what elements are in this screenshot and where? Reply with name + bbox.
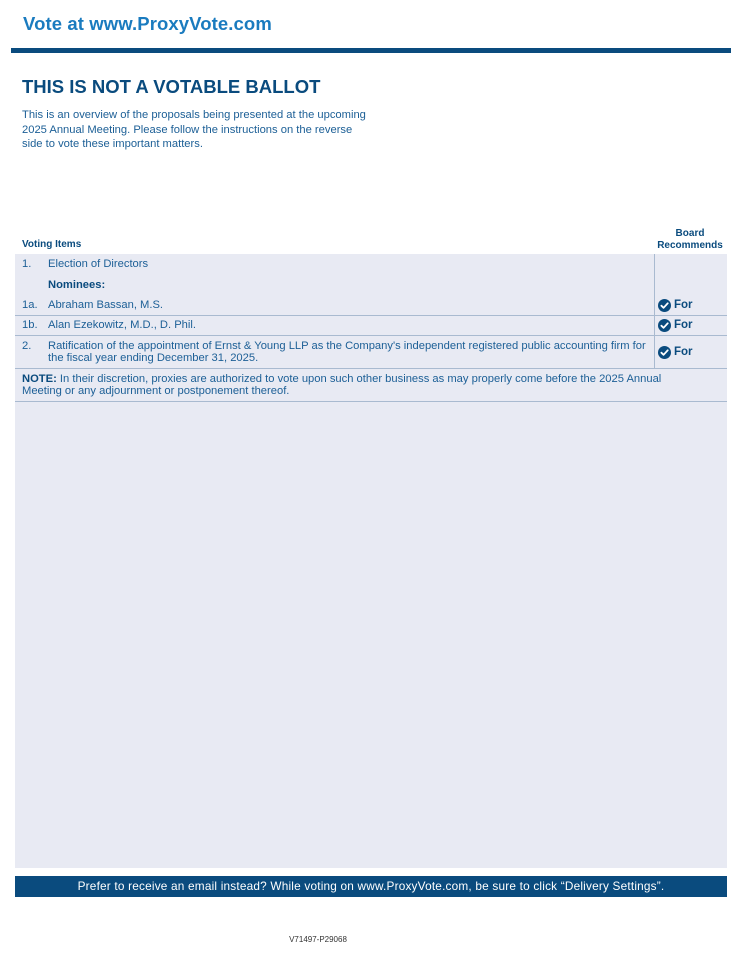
- recommendation-badge: [658, 345, 693, 359]
- nominees-label: Nominees:: [48, 279, 106, 291]
- row-divider: [15, 368, 727, 369]
- page-title: THIS IS NOT A VOTABLE BALLOT: [22, 76, 321, 97]
- column-divider: [654, 254, 655, 368]
- vote-url-heading: Vote at www.ProxyVote.com: [23, 13, 272, 34]
- item-number: 1.: [22, 258, 32, 270]
- recommendation-badge: [658, 318, 693, 332]
- board-label: Board: [675, 228, 705, 239]
- check-circle-icon: [658, 299, 671, 312]
- footer-banner: Prefer to receive an email instead? While voting on www.ProxyVote.com, be sure to click “Delivery Settings”.: [15, 876, 727, 897]
- header-rule: [11, 48, 731, 53]
- recommends-label: Recommends: [657, 239, 723, 251]
- recommendation-label: For: [674, 299, 693, 311]
- row-divider: [15, 401, 727, 402]
- column-header-voting-items: Voting Items: [22, 239, 82, 250]
- page-header: [0, 0, 742, 56]
- check-circle-icon: [658, 346, 671, 359]
- recommendation-badge: [658, 298, 693, 312]
- row-divider: [15, 335, 727, 336]
- nominee-name: Abraham Bassan, M.S.: [48, 299, 164, 311]
- nominee-name: Alan Ezekowitz, M.D., D. Phil.: [48, 319, 196, 331]
- recommendation-label: For: [674, 346, 693, 358]
- item-number: 2.: [22, 340, 32, 352]
- column-header-board-recommends: [654, 228, 726, 251]
- item-election-label: Election of Directors: [48, 258, 149, 270]
- nominee-number: 1a.: [22, 299, 38, 311]
- proposal-2-text: Ratification of the appointment of Ernst & Young LLP as the Company's independent registered public accounting firm for the fiscal year ending December 31, 2025.: [48, 340, 646, 364]
- note-label: NOTE:: [22, 373, 57, 385]
- intro-text: This is an overview of the proposals being presented at the upcoming 2025 Annual Meeting. Please follow the instructions on the reverse side to vote these important matters.: [22, 109, 366, 150]
- recommendation-label: For: [674, 319, 693, 331]
- nominee-number: 1b.: [22, 319, 38, 331]
- job-code: V71497-P29068: [289, 935, 347, 944]
- check-circle-icon: [658, 319, 671, 332]
- row-divider: [15, 315, 727, 316]
- note-text: [22, 374, 662, 397]
- note-body: In their discretion, proxies are authorized to vote upon such other business as may properly come before the 2025 Annual Meeting or any adjournment or postponement thereof.: [22, 373, 662, 397]
